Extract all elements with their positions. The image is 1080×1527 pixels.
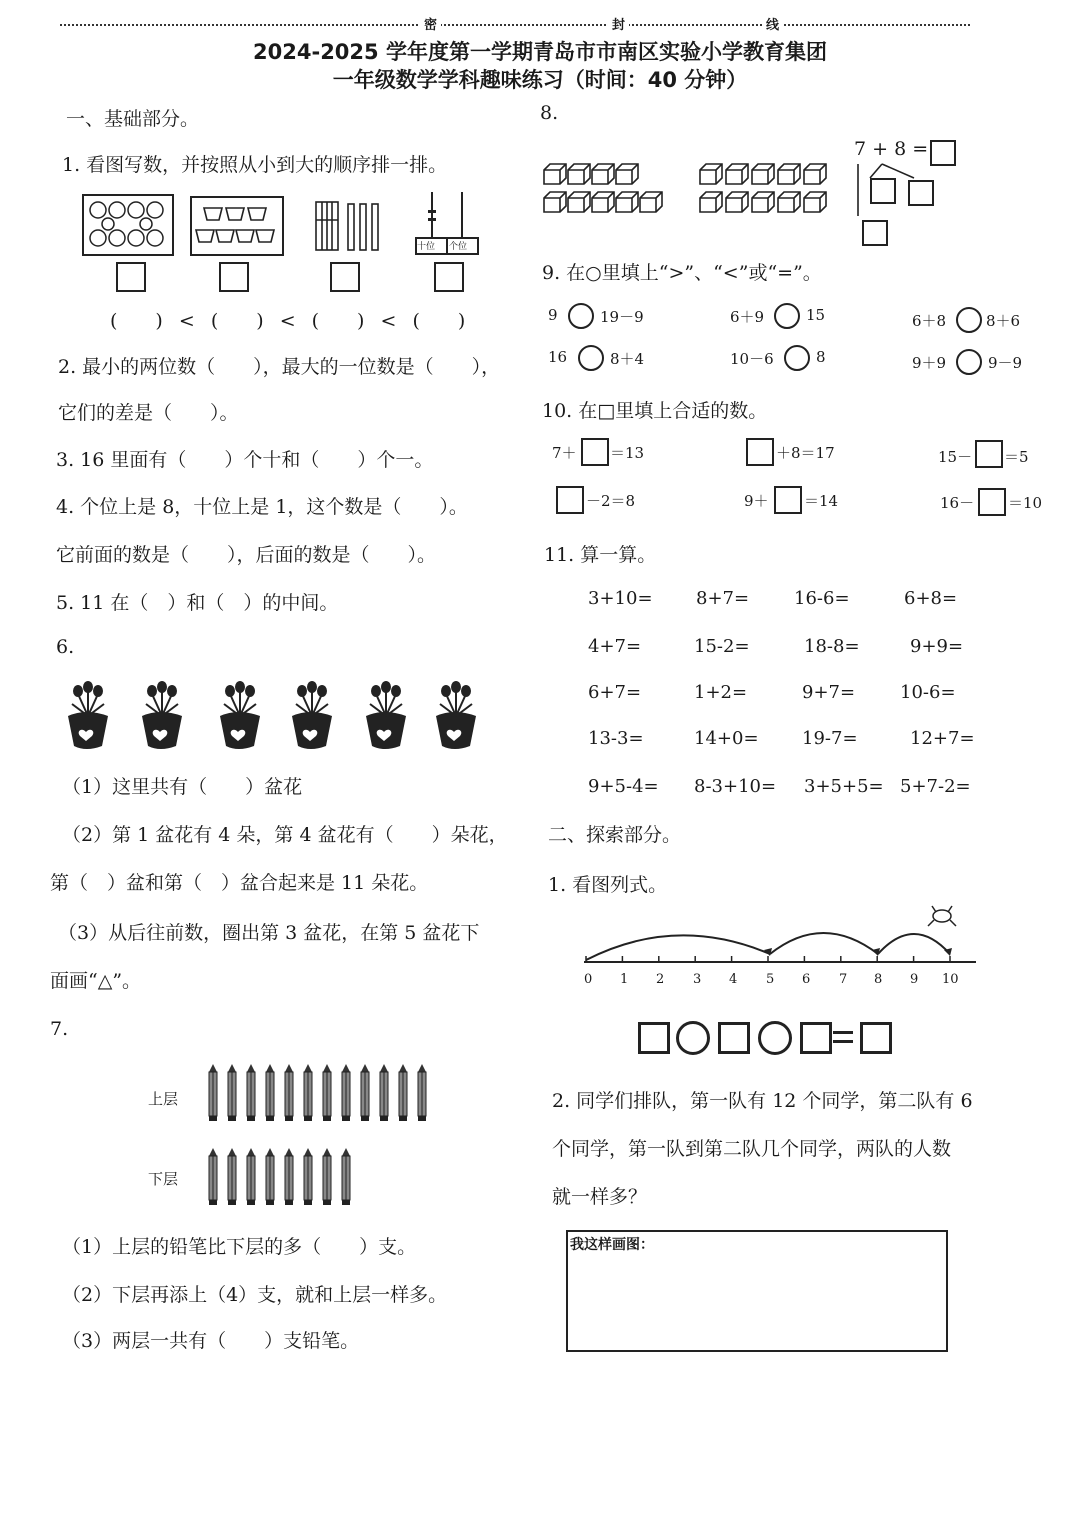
question-3: 3. 16 里面有（ ）个十和（ ）个一。 [56, 449, 434, 471]
tick-label-2: 2 [656, 972, 665, 987]
q8-split-box-1[interactable] [870, 178, 896, 204]
calc-item: 9+9= [910, 636, 964, 657]
cubes-group-left [542, 162, 672, 216]
equals-sign-icon [832, 1028, 854, 1048]
question-6-3-line2: 面画“△”。 [50, 970, 142, 992]
section-explore: 二、探索部分。 [548, 824, 682, 846]
q1-answer-box-3[interactable] [330, 262, 360, 292]
question-10: 10. 在□里填上合适的数。 [542, 400, 768, 422]
fill-prefix: 7＋ [552, 444, 577, 462]
equation-box[interactable] [860, 1022, 892, 1054]
question-1: 1. 看图写数，并按照从小到大的顺序排一排。 [62, 154, 448, 176]
fill-suffix: ＝10 [1008, 494, 1043, 512]
tick-label-1: 1 [620, 972, 629, 987]
question-6-2-line2: 第（ ）盆和第（ ）盆合起来是 11 朵花。 [50, 872, 429, 894]
number-line [576, 904, 986, 964]
question-7-2: （2）下层再添上（4）支，就和上层一样多。 [62, 1284, 448, 1306]
compare-circle[interactable] [568, 303, 594, 329]
explore-question-2-line3: 就一样多？ [552, 1186, 648, 1208]
question-6-2-line1: （2）第 1 盆花有 4 朵，第 4 盆花有（ ）朵花， [62, 824, 508, 846]
calc-item: 18-8= [804, 636, 860, 657]
question-8: 8. [540, 102, 559, 124]
question-4-line2: 它前面的数是（ ），后面的数是（ ）。 [56, 544, 437, 566]
pencils-lower [206, 1148, 356, 1208]
pencils-upper [206, 1064, 430, 1124]
tick-label-6: 6 [802, 972, 811, 987]
fill-box[interactable] [978, 488, 1006, 516]
question-6-3-line1: （3）从后往前数，圈出第 3 盆花，在第 5 盆花下 [58, 922, 480, 944]
q1-answer-box-1[interactable] [116, 262, 146, 292]
page-subtitle: 一年级数学学科趣味练习（时间：40 分钟） [332, 68, 748, 92]
fill-suffix: ＝13 [610, 444, 645, 462]
calc-item: 8-3+10= [694, 776, 777, 797]
section-basic: 一、基础部分。 [66, 108, 200, 130]
calc-item: 1+2= [694, 682, 748, 703]
fill-suffix: －2＝8 [586, 492, 636, 510]
calc-item: 14+0= [694, 728, 759, 749]
q1-order-blanks[interactable]: ( ) < ( ) < ( ) < ( ) [110, 310, 466, 332]
tick-label-9: 9 [910, 972, 919, 987]
equation-circle[interactable] [758, 1021, 792, 1055]
compare-right: 9－9 [988, 354, 1023, 372]
compare-circle[interactable] [578, 345, 604, 371]
fill-suffix: ＝5 [1004, 448, 1029, 466]
calc-item: 9+7= [802, 682, 856, 703]
cubes-group-right [698, 162, 834, 216]
fill-box[interactable] [975, 440, 1003, 468]
compare-circle[interactable] [774, 303, 800, 329]
equation-box[interactable] [718, 1022, 750, 1054]
fill-box[interactable] [556, 486, 584, 514]
calc-item: 10-6= [900, 682, 956, 703]
question-2-line1: 2. 最小的两位数（ ），最大的一位数是（ ）， [58, 356, 501, 378]
compare-left: 9＋9 [912, 354, 947, 372]
compare-left: 6＋9 [730, 308, 765, 326]
question-9: 9. 在○里填上“>”、“<”或“=”。 [542, 262, 822, 284]
drawing-area-label: 我这样画图： [570, 1237, 654, 1253]
cups-picture [190, 196, 284, 256]
compare-left: 6＋8 [912, 312, 947, 330]
explore-question-2-line2: 个同学，第一队到第二队几个同学，两队的人数 [552, 1138, 952, 1160]
sticks-picture [314, 200, 380, 252]
compare-right: 8 [816, 348, 826, 366]
calc-item: 3+5+5= [804, 776, 884, 797]
tick-label-7: 7 [839, 972, 848, 987]
q8-split-box-3[interactable] [862, 220, 888, 246]
calc-item: 16-6= [794, 588, 850, 609]
calc-item: 15-2= [694, 636, 750, 657]
compare-right: 15 [806, 306, 826, 324]
frog-icon [928, 906, 956, 926]
compare-circle[interactable] [956, 349, 982, 375]
tick-label-0: 0 [584, 972, 593, 987]
q8-split-box-2[interactable] [908, 180, 934, 206]
question-11: 11. 算一算。 [544, 544, 657, 566]
calc-item: 12+7= [910, 728, 975, 749]
question-5: 5. 11 在（ ）和（ ）的中间。 [56, 592, 339, 614]
question-7-1: （1）上层的铅笔比下层的多（ ）支。 [62, 1236, 417, 1258]
fill-suffix: ＋8＝17 [776, 444, 835, 462]
fill-suffix: ＝14 [804, 492, 839, 510]
explore-question-2-line1: 2. 同学们排队，第一队有 12 个同学，第二队有 6 [552, 1090, 973, 1112]
seal-char-xian: 线 [762, 14, 783, 33]
question-7: 7. [50, 1018, 69, 1040]
compare-right: 8＋4 [610, 350, 645, 368]
drawing-area[interactable] [566, 1230, 948, 1352]
tick-label-4: 4 [729, 972, 738, 987]
compare-circle[interactable] [956, 307, 982, 333]
equation-box[interactable] [800, 1022, 832, 1054]
upper-layer-label: 上层 [148, 1090, 179, 1108]
compare-left: 16 [548, 348, 568, 366]
compare-left: 10－6 [730, 350, 774, 368]
equation-box[interactable] [638, 1022, 670, 1054]
compare-circle[interactable] [784, 345, 810, 371]
q1-answer-box-4[interactable] [434, 262, 464, 292]
question-7-3: （3）两层一共有（ ）支铅笔。 [62, 1330, 360, 1352]
calc-item: 6+7= [588, 682, 642, 703]
seal-char-feng: 封 [608, 14, 629, 33]
tick-label-3: 3 [693, 972, 702, 987]
q8-equation: 7 + 8 = [854, 138, 929, 160]
question-6: 6. [56, 636, 75, 658]
calc-item: 9+5-4= [588, 776, 659, 797]
fill-prefix: 16－ [940, 494, 975, 512]
calc-item: 8+7= [696, 588, 750, 609]
explore-question-1: 1. 看图列式。 [548, 874, 668, 896]
calc-item: 13-3= [588, 728, 644, 749]
fill-box[interactable] [581, 438, 609, 466]
seal-line [60, 14, 970, 34]
calc-item: 19-7= [802, 728, 858, 749]
calc-item: 4+7= [588, 636, 642, 657]
calc-item: 3+10= [588, 588, 653, 609]
tick-label-5: 5 [766, 972, 775, 987]
flower-pots [60, 680, 490, 752]
question-4-line1: 4. 个位上是 8，十位上是 1，这个数是（ ）。 [56, 496, 468, 518]
fill-box[interactable] [746, 438, 774, 466]
fill-box[interactable] [774, 486, 802, 514]
lower-layer-label: 下层 [148, 1170, 179, 1188]
abacus-tens-label: 十位 [417, 242, 436, 252]
calc-item: 5+7-2= [900, 776, 971, 797]
fill-prefix: 9＋ [744, 492, 769, 510]
compare-right: 8＋6 [986, 312, 1021, 330]
q1-answer-box-2[interactable] [219, 262, 249, 292]
fill-prefix: 15－ [938, 448, 973, 466]
question-2-line2: 它们的差是（ ）。 [58, 402, 239, 424]
calc-item: 6+8= [904, 588, 958, 609]
equation-circle[interactable] [676, 1021, 710, 1055]
balls-picture [82, 194, 174, 256]
compare-right: 19－9 [600, 308, 644, 326]
tick-label-10: 10 [942, 972, 959, 987]
question-6-1: （1）这里共有（ ）盆花 [62, 776, 303, 798]
abacus-ones-label: 个位 [449, 242, 468, 252]
seal-char-mi: 密 [420, 14, 441, 33]
tick-label-8: 8 [874, 972, 883, 987]
compare-left: 9 [548, 306, 558, 324]
page-title: 2024-2025 学年度第一学期青岛市市南区实验小学教育集团 [253, 40, 827, 64]
